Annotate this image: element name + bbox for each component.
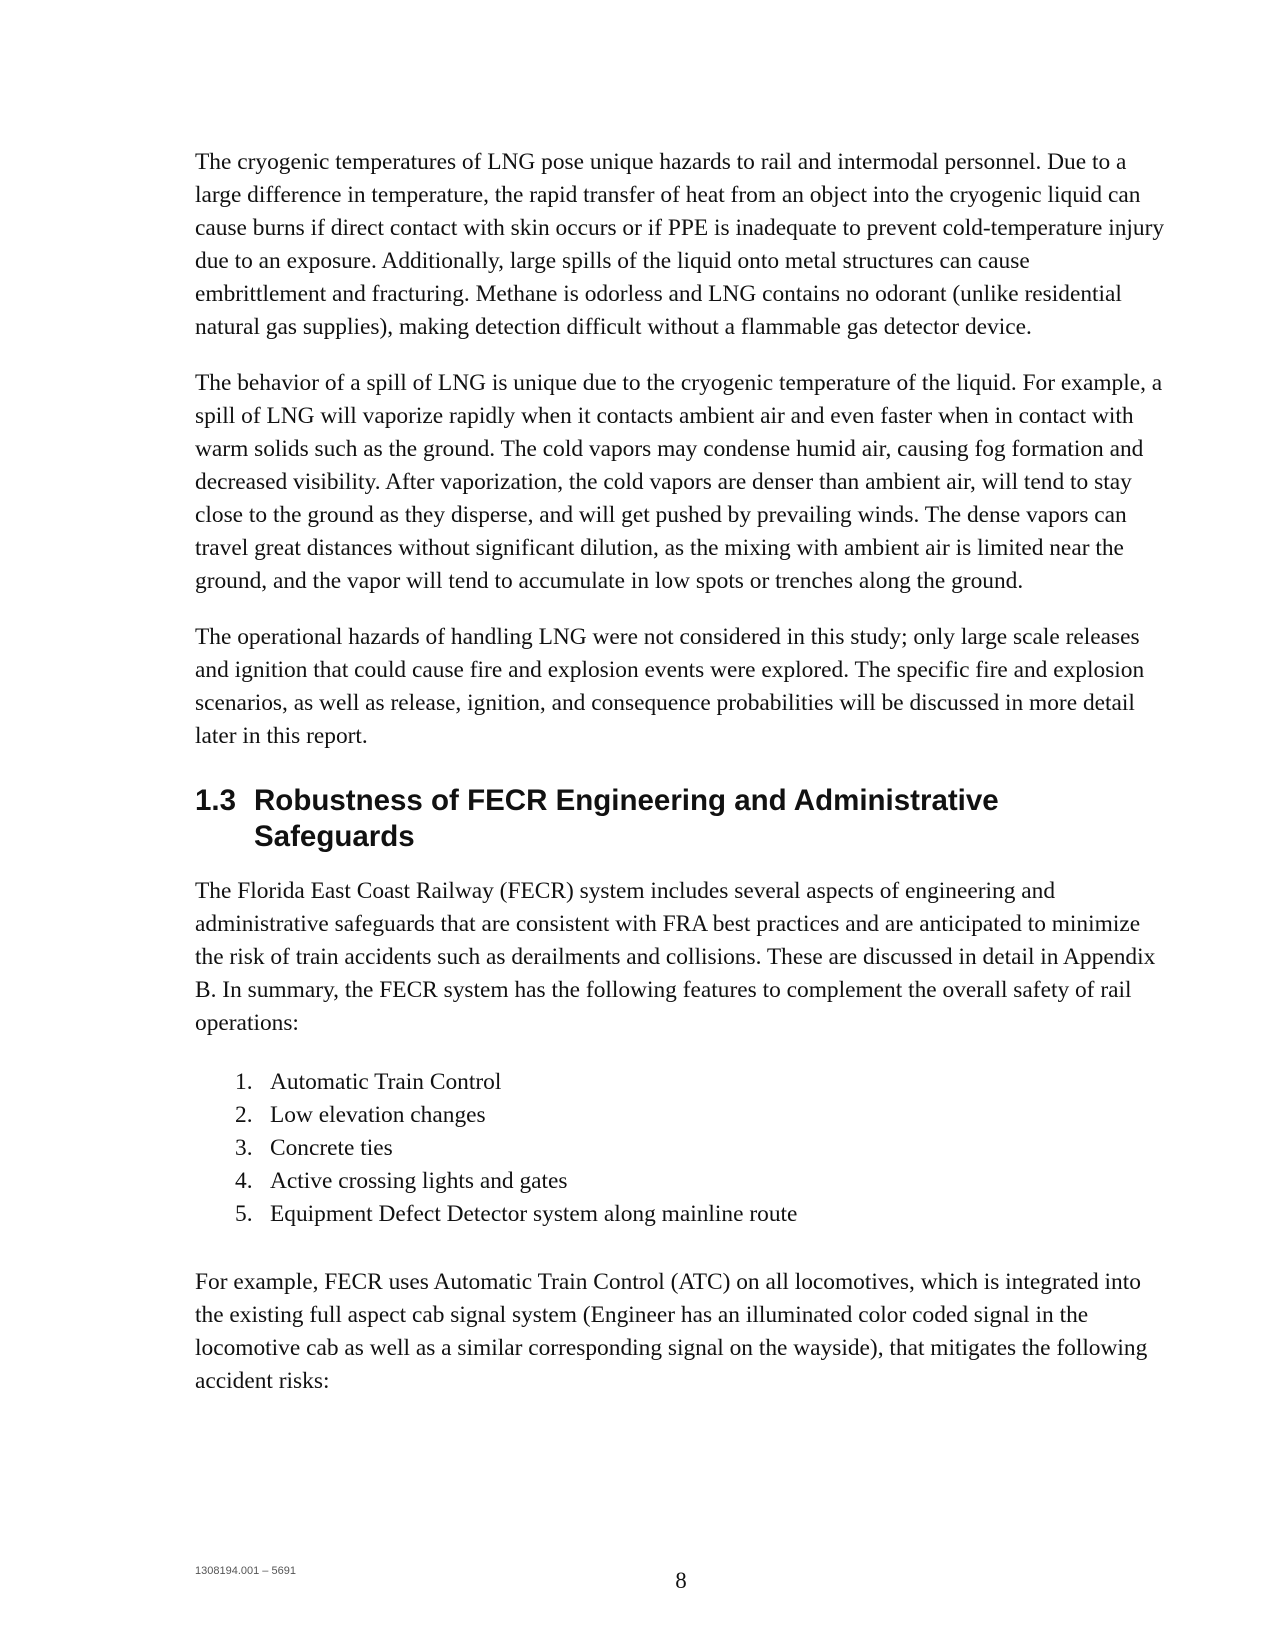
section-heading [195, 783, 1165, 855]
list-item-number: 3. [235, 1135, 253, 1161]
footer-document-id: 1308194.001 – 5691 [195, 1565, 296, 1577]
list-item [195, 1165, 1165, 1198]
list-item [195, 1066, 1165, 1099]
list-item-text: Active crossing lights and gates [270, 1168, 568, 1194]
paragraph-cryogenic-hazards: The cryogenic temperatures of LNG pose unique hazards to rail and intermodal personnel. Due to a large difference in temperature, the rapid transfer of heat from an object into the cryogenic liquid can cause burns if direct contact with skin occurs or if PPE is inadequate to prevent cold-temperature injury due to an exposure. Additionally, large spills of the liquid onto metal structures can cause embrittlement and fracturing. Methane is odorless and LNG contains no odorant (unlike residential natural gas supplies), making detection difficult without a flammable gas detector device. [195, 149, 1165, 340]
paragraph-atc-example: For example, FECR uses Automatic Train Control (ATC) on all locomotives, which is integrated into the existing full aspect cab signal system (Engineer has an illuminated color coded signal in the locomotive cab as well as a similar corresponding signal on the wayside), that mitigates the following accident risks: [195, 1269, 1148, 1394]
paragraph-operational-hazards: The operational hazards of handling LNG were not considered in this study; only large scale releases and ignition that could cause fire and explosion events were explored. The specific fire and explosion scenarios, as well as release, ignition, and consequence probabilities will be discussed in more detail later in this report. [195, 624, 1145, 749]
section-number: 1.3 [195, 784, 237, 817]
list-item [195, 1198, 1165, 1231]
list-item-text: Equipment Defect Detector system along mainline route [270, 1201, 798, 1227]
list-item-number: 5. [235, 1201, 253, 1227]
list-item-text: Low elevation changes [270, 1102, 486, 1128]
page-body [195, 146, 1165, 1421]
list-item-text: Automatic Train Control [270, 1069, 502, 1095]
paragraph-section-intro: The Florida East Coast Railway (FECR) system includes several aspects of engineering and administrative safeguards that are consistent with FRA best practices and are anticipated to minimize the risk of train accidents such as derailments and collisions. These are discussed in detail in Appendix B. In summary, the FECR system has the following features to complement the overall safety of rail operations: [195, 878, 1156, 1036]
feature-list [195, 1066, 1165, 1231]
page-number: 8 [675, 1568, 687, 1593]
list-item [195, 1099, 1165, 1132]
list-item-number: 2. [235, 1102, 253, 1128]
section-title: Robustness of FECR Engineering and Administrative Safeguards [254, 784, 999, 853]
list-item-number: 1. [235, 1069, 253, 1095]
list-item [195, 1132, 1165, 1165]
list-item-number: 4. [235, 1168, 253, 1194]
paragraph-spill-behavior: The behavior of a spill of LNG is unique due to the cryogenic temperature of the liquid. For example, a spill of LNG will vaporize rapidly when it contacts ambient air and even faster when in contact with warm solids such as the ground. The cold vapors may condense humid air, causing fog formation and decreased visibility. After vaporization, the cold vapors are denser than ambient air, will tend to stay close to the ground as they disperse, and will get pushed by prevailing winds. The dense vapors can travel great distances without significant dilution, as the mixing with ambient air is limited near the ground, and the vapor will tend to accumulate in low spots or trenches along the ground. [195, 370, 1163, 594]
list-item-text: Concrete ties [270, 1135, 393, 1161]
